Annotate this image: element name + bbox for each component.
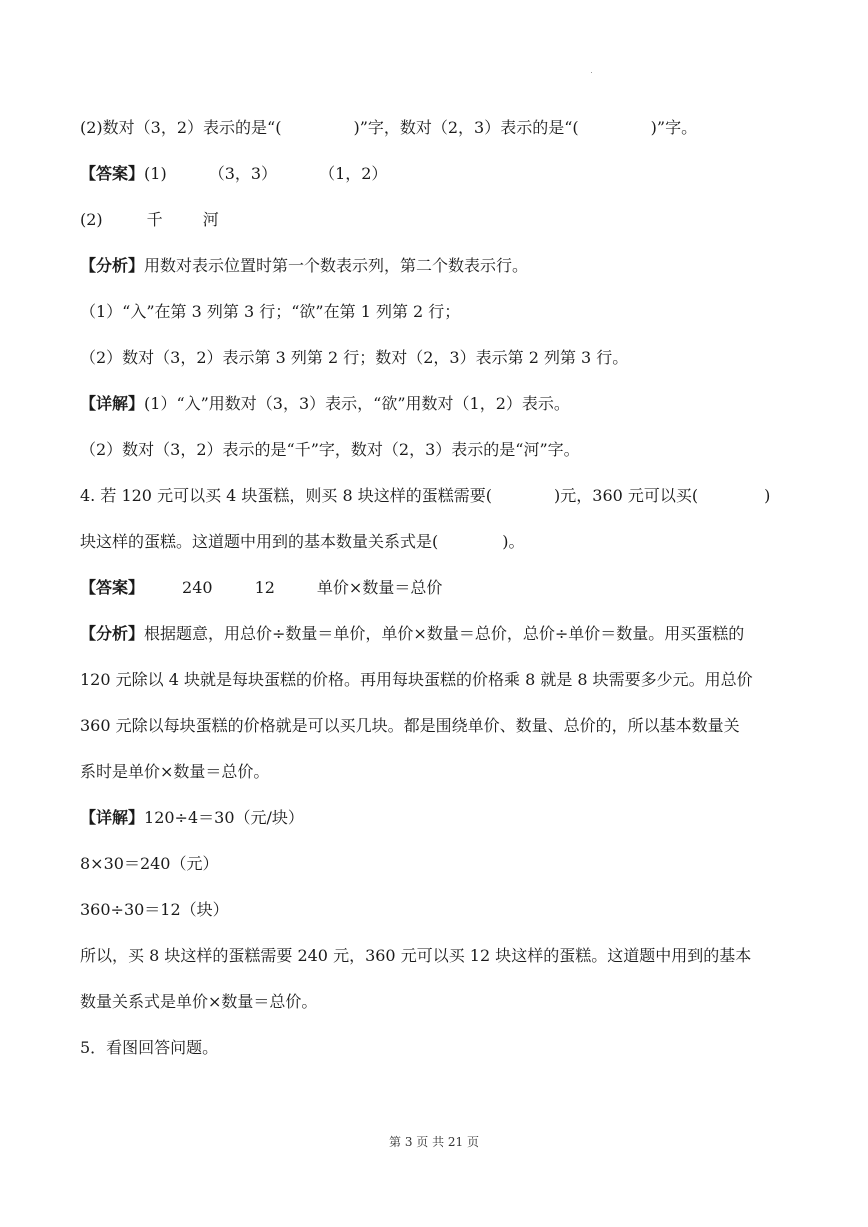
q4-line1-a: 4. 若 120 元可以买 4 块蛋糕，则买 8 块这样的蛋糕需要( <box>80 486 493 505</box>
q4-detail-line <box>80 808 304 828</box>
q3-part2-text-a: (2)数对（3，2）表示的是“( <box>80 118 282 137</box>
q3-answer-tag: 【答案】 <box>80 164 145 183</box>
q4-answer-tag: 【答案】 <box>80 578 145 597</box>
q3-analysis-text: 用数对表示位置时第一个数表示列，第二个数表示行。 <box>144 256 529 275</box>
q4-analysis-2: 120 元除以 4 块就是每块蛋糕的价格。再用每块蛋糕的价格乘 8 就是 8 块需要多少元。用总价 <box>80 670 753 689</box>
q3-part2-text-b: )”字，数对（2，3）表示的是“( <box>353 118 579 137</box>
q4-line2-b: )。 <box>502 532 525 551</box>
q4-detail-3: 360÷30＝12（块） <box>80 900 229 919</box>
q3-analysis-1: （1）“入”在第 3 列第 3 行；“欲”在第 1 列第 2 行； <box>80 302 461 321</box>
q4-detail-2: 8×30＝240（元） <box>80 854 219 873</box>
q4-analysis-1: 根据题意，用总价÷数量＝单价，单价×数量＝总价，总价÷单价＝数量。用买蛋糕的 <box>144 624 745 643</box>
q4-line2-a: 块这样的蛋糕。这道题中用到的基本数量关系式是( <box>80 532 439 551</box>
q3-answer-1-v2: （1，2） <box>319 164 388 183</box>
q3-answer-1-v1: （3，3） <box>208 164 278 183</box>
q3-analysis-line <box>80 256 528 276</box>
q4-detail-5: 数量关系式是单价×数量＝总价。 <box>80 992 318 1011</box>
q3-answer-1: (1) <box>144 164 167 183</box>
q4-analysis-3: 360 元除以每块蛋糕的价格就是可以买几块。都是围绕单价、数量、总价的，所以基本数量关 <box>80 716 740 735</box>
q3-detail-2: （2）数对（3，2）表示的是“千”字，数对（2，3）表示的是“河”字。 <box>80 440 580 459</box>
q3-detail-line <box>80 394 570 414</box>
q4-answer-line <box>80 578 442 598</box>
q4-analysis-line <box>80 624 744 644</box>
q4-detail-1: 120÷4＝30（元/块） <box>144 808 304 827</box>
q3-answer2-line <box>80 210 219 230</box>
q3-part2-line <box>80 118 697 138</box>
q5-question-line: 5．看图回答问题。 <box>80 1038 219 1057</box>
scan-dot <box>591 72 592 73</box>
q3-answer-2-v1: 千 <box>146 210 163 229</box>
q4-line1-c: ) <box>764 486 771 505</box>
q3-part2-text-c: )”字。 <box>650 118 698 137</box>
q3-detail-tag: 【详解】 <box>80 394 145 413</box>
q3-answer-line <box>80 164 387 184</box>
q3-analysis-tag: 【分析】 <box>80 256 145 275</box>
page-footer: 第 3 页 共 21 页 <box>389 1135 479 1149</box>
q4-analysis-tag: 【分析】 <box>80 624 145 643</box>
q4-detail-4: 所以，买 8 块这样的蛋糕需要 240 元，360 元可以买 12 块这样的蛋糕。这道题中用到的基本 <box>80 946 752 965</box>
q4-answer-v3: 单价×数量＝总价 <box>316 578 443 597</box>
q3-detail-1: (1）“入”用数对（3，3）表示，“欲”用数对（1，2）表示。 <box>144 394 570 413</box>
q4-line1-b: )元，360 元可以买( <box>554 486 699 505</box>
q4-question-line2 <box>80 532 525 552</box>
q4-detail-tag: 【详解】 <box>80 808 145 827</box>
q4-question-line1 <box>80 486 770 506</box>
q4-analysis-4: 系时是单价×数量＝总价。 <box>80 762 270 781</box>
q3-answer-2: (2) <box>80 210 103 229</box>
q3-answer-2-v2: 河 <box>202 210 219 229</box>
q4-answer-v1: 240 <box>182 578 213 597</box>
q3-analysis-2: （2）数对（3，2）表示第 3 列第 2 行；数对（2，3）表示第 2 列第 3 行。 <box>80 348 629 367</box>
q4-answer-v2: 12 <box>254 578 275 597</box>
